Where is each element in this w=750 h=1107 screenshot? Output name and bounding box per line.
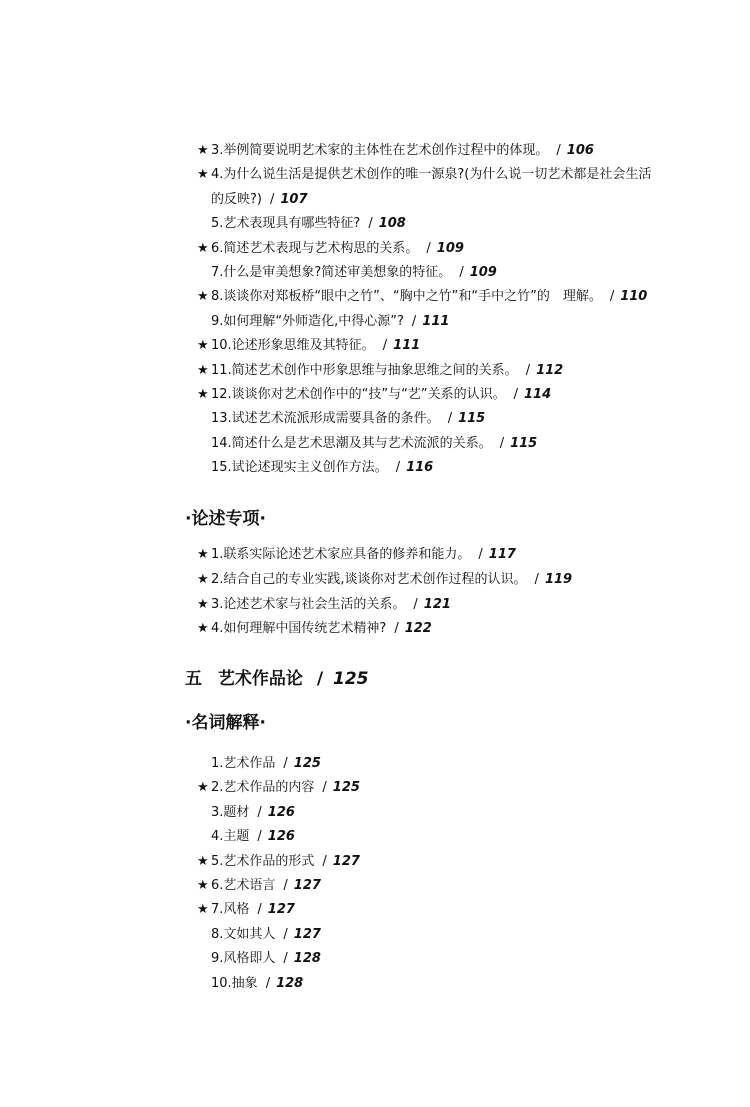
chapter-page-number: 125 [332, 669, 369, 689]
list-item [211, 313, 449, 331]
page-separator: / [478, 547, 483, 562]
page-number: 126 [267, 829, 295, 845]
item-text: 11.简述艺术创作中形象思维与抽象思维之间的关系。 [211, 362, 518, 378]
item-text: 4.为什么说生活是提供艺术创作的唯一源泉?(为什么说一切艺术都是社会生活 [211, 167, 652, 183]
item-text: 1.联系实际论述艺术家应具备的修养和能力。 [211, 547, 471, 562]
page-separator: / [322, 853, 327, 869]
page-separator: / [426, 240, 431, 256]
page-separator: / [283, 878, 288, 893]
list-item [211, 828, 295, 846]
list-item [197, 620, 432, 638]
list-item [197, 546, 516, 564]
page-number: 125 [332, 780, 360, 796]
list-item [197, 288, 647, 306]
star-icon: ★ [197, 780, 209, 796]
page-separator: / [499, 435, 505, 451]
list-item [197, 142, 594, 160]
star-icon: ★ [197, 240, 209, 256]
page-separator: / [283, 951, 288, 967]
item-text: 的反映?) [211, 191, 262, 207]
page-number: 111 [422, 313, 450, 329]
page-number: 119 [544, 571, 573, 587]
item-text: 3.举例简要说明艺术家的主体性在艺术创作过程中的体现。 [211, 143, 549, 158]
star-icon: ★ [197, 289, 209, 305]
page-separator: / [283, 926, 288, 942]
list-item [211, 435, 537, 453]
item-text: 9.风格即人 [211, 951, 276, 967]
list-item [211, 926, 321, 944]
list-item [197, 362, 563, 380]
page-separator: / [609, 289, 615, 305]
item-text: 9.如何理解“外师造化,中得心源”? [211, 313, 404, 329]
page-number: 127 [332, 853, 360, 869]
page-separator: / [459, 265, 464, 280]
list-item [211, 975, 303, 993]
item-text: 7.什么是审美想象?简述审美想象的特征。 [211, 265, 452, 280]
star-icon: ★ [197, 167, 209, 183]
list-item [197, 166, 651, 184]
page-separator: / [265, 975, 271, 991]
item-text: 13.试述艺术流派形成需要具备的条件。 [211, 411, 440, 427]
item-text: 5.艺术作品的形式 [211, 853, 315, 869]
list-item [197, 571, 572, 589]
item-text: 7.风格 [211, 902, 250, 918]
list-item [211, 950, 321, 968]
list-item [197, 240, 464, 258]
page-separator: / [257, 829, 262, 845]
page-number: 112 [536, 362, 564, 378]
list-item [197, 337, 420, 355]
item-text: 5.艺术表现具有哪些特征? [211, 216, 361, 232]
item-text: 12.谈谈你对艺术创作中的“技”与“艺”关系的认识。 [211, 387, 506, 402]
list-item [197, 596, 451, 614]
item-text: 14.简述什么是艺术思潮及其与艺术流派的关系。 [211, 435, 492, 451]
page-separator: / [368, 216, 373, 232]
page-separator: / [257, 804, 262, 820]
page-separator: / [447, 411, 453, 427]
page-number: 121 [423, 596, 451, 612]
item-text: 4.如何理解中国传统艺术精神? [211, 621, 387, 637]
page-number: 106 [566, 143, 594, 158]
page-number: 114 [524, 387, 552, 402]
page-separator: / [525, 362, 531, 378]
page-number: 128 [276, 975, 304, 991]
page-separator: / [269, 191, 275, 207]
page-number: 126 [267, 804, 295, 820]
page-number: 108 [378, 216, 406, 232]
star-icon: ★ [197, 143, 209, 158]
item-text: 3.论述艺术家与社会生活的关系。 [211, 596, 406, 612]
list-item [211, 264, 497, 282]
item-text: 2.结合自己的专业实践,谈谈你对艺术创作过程的认识。 [211, 571, 527, 587]
item-text: 6.简述艺术表现与艺术构思的关系。 [211, 240, 419, 256]
list-item [211, 191, 308, 209]
list-item [211, 755, 321, 773]
page-separator: / [394, 621, 399, 637]
page-number: 109 [469, 265, 497, 280]
item-text: 8.文如其人 [211, 926, 276, 942]
list-item [211, 459, 433, 477]
page-number: 127 [293, 878, 321, 893]
star-icon: ★ [197, 547, 209, 562]
star-icon: ★ [197, 571, 209, 587]
star-icon: ★ [197, 853, 209, 869]
page-number: 122 [404, 621, 432, 637]
item-text: 1.艺术作品 [211, 756, 276, 771]
page-number: 111 [393, 338, 421, 354]
star-icon: ★ [197, 902, 209, 918]
page-separator: / [534, 571, 539, 587]
page-number: 115 [458, 411, 486, 427]
star-icon: ★ [197, 362, 209, 378]
item-text: 10.抽象 [211, 975, 258, 991]
page-separator: / [413, 596, 418, 612]
page-separator: / [322, 780, 327, 796]
item-text: 6.艺术语言 [211, 878, 276, 893]
page-number: 115 [510, 435, 538, 451]
chapter-heading [185, 668, 368, 690]
page-number: 107 [280, 191, 308, 207]
list-item [197, 386, 551, 404]
page-number: 110 [620, 289, 648, 305]
list-item [211, 215, 406, 233]
list-item [197, 853, 360, 871]
item-text: 2.艺术作品的内容 [211, 780, 315, 796]
page-number: 116 [406, 460, 434, 476]
page-number: 127 [293, 926, 321, 942]
list-item [197, 901, 295, 919]
star-icon: ★ [197, 621, 209, 637]
page-separator: / [382, 338, 388, 354]
chapter-separator: / [316, 669, 324, 689]
item-text: 4.主题 [211, 829, 250, 845]
star-icon: ★ [197, 338, 209, 354]
page-number: 117 [488, 547, 516, 562]
list-item [197, 877, 321, 895]
page-number: 128 [293, 951, 321, 967]
page-separator: / [283, 756, 288, 771]
star-icon: ★ [197, 878, 209, 893]
terms-section-heading: ·名词解释· [185, 713, 266, 733]
page-separator: / [395, 460, 401, 476]
item-text: 3.题材 [211, 804, 250, 820]
star-icon: ★ [197, 387, 209, 402]
item-text: 10.论述形象思维及其特征。 [211, 338, 375, 354]
list-item [211, 804, 295, 822]
star-icon: ★ [197, 596, 209, 612]
list-item [197, 779, 360, 797]
page-separator: / [411, 313, 417, 329]
page-number: 125 [293, 756, 321, 771]
page-separator: / [513, 387, 519, 402]
page-separator: / [257, 902, 262, 918]
list-item [211, 410, 485, 428]
item-text: 15.试论述现实主义创作方法。 [211, 460, 388, 476]
page-number: 127 [267, 902, 295, 918]
chapter-title: 艺术作品论 [217, 669, 303, 689]
essay-section-heading: ·论述专项· [185, 509, 266, 529]
item-text: 8.谈谈你对郑板桥“眼中之竹”、“胸中之竹”和“手中之竹”的 理解。 [211, 289, 602, 305]
page-separator: / [556, 143, 561, 158]
chapter-number: 五 [185, 669, 202, 689]
page-number: 109 [436, 240, 464, 256]
